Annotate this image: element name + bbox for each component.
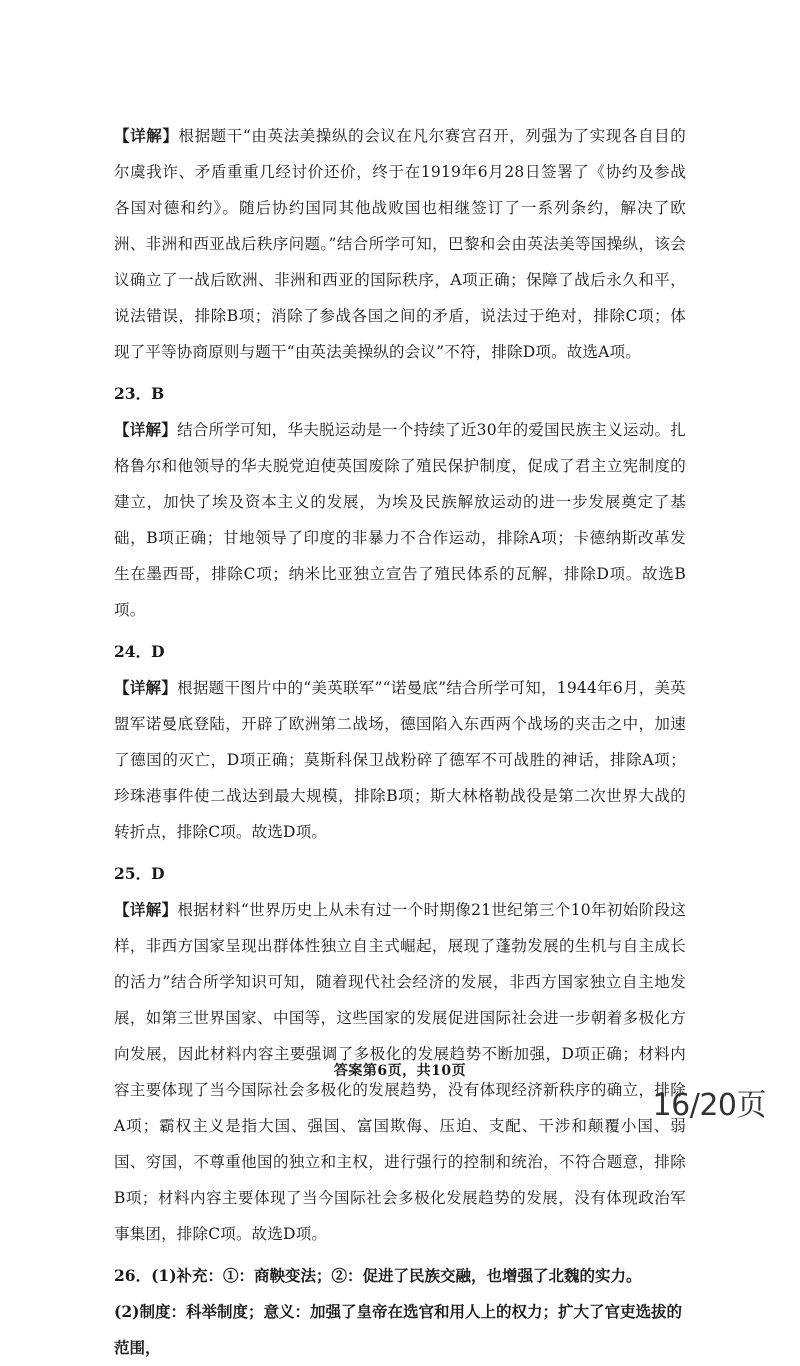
explanation-paragraph — [114, 412, 686, 628]
explanation-paragraph — [114, 670, 686, 850]
explanation-tag: 【详解】 — [114, 126, 179, 145]
explanation-tag: 【详解】 — [114, 900, 178, 919]
explanation-paragraph — [114, 118, 686, 370]
explanation-text: 根据题干“由英法美操纵的会议在凡尔赛宫召开，列强为了实现各自目的尔虞我诈、矛盾重重几经讨价还价，终于在1919年6月28日签署了《协约及参战各国对德和约》。随后协约国同其他战败国也相继签订了一系列条约，解决了欧洲、非洲和西亚战后秩序问题。”结合所学可知，巴黎和会由英法美等国操纵，该会议确立了一战后欧洲、非洲和西亚的国际秩序，A项正确；保障了战后永久和平，说法错误，排除B项；消除了参战各国之间的矛盾，说法过于绝对，排除C项；体现了平等协商原则与题干“由英法美操纵的会议”不符，排除D项。故选A项。 — [114, 127, 686, 361]
explanation-tag: 【详解】 — [114, 420, 178, 439]
answer-line: 24．D — [114, 642, 165, 661]
answer-line: 23．B — [114, 384, 165, 403]
document-body — [114, 118, 686, 1366]
explanation-text: 结合所学可知，华夫脱运动是一个持续了近30年的爱国民族主义运动。扎格鲁尔和他领导的华夫脱党迫使英国废除了殖民保护制度，促成了君主立宪制度的建立，加快了埃及资本主义的发展，为埃及民族解放运动的进一步发展奠定了基础，B项正确；甘地领导了印度的非暴力不合作运动，排除A项；卡德纳斯改革发生在墨西哥，排除C项；纳米比亚独立宣告了殖民体系的瓦解，排除D项。故选B项。 — [114, 421, 686, 619]
answer-line: 25．D — [114, 864, 165, 883]
explanation-text: 根据题干图片中的“美英联军”“诺曼底”结合所学可知，1944年6月，美英盟军诺曼底登陆，开辟了欧洲第二战场，德国陷入东西两个战场的夹击之中，加速了德国的灭亡，D项正确；莫斯科保卫战粉碎了德军不可战胜的神话，排除A项；珍珠港事件使二战达到最大规模，排除B项；斯大林格勒战役是第二次世界大战的转折点，排除C项。故选D项。 — [114, 679, 686, 841]
page-indicator: 16/20页 — [652, 1088, 766, 1123]
answer-line: (2)制度：科举制度；意义：加强了皇帝在选官和用人上的权力；扩大了官吏选拔的范围， — [114, 1302, 682, 1357]
explanation-text: 根据材料“世界历史上从未有过一个时期像21世纪第三个10年初始阶段这样，非西方国家呈现出群体性独立自主式崛起，展现了蓬勃发展的生机与自主成长的活力”结合所学知识可知，随着现代社会经济的发展，非西方国家独立自主地发展，如第三世界国家、中国等，这些国家的发展促进国际社会进一步朝着多极化方向发展，因此材料内容主要强调了多极化的发展趋势不断加强，D项正确；材料内容主要体现了当今国际社会多极化的发展趋势，没有体现经济新秩序的确立，排除A项；霸权主义是指大国、强国、富国欺侮、压迫、支配、干涉和颠覆小国、弱国、穷国，不尊重他国的独立和主权，进行强行的控制和统治，不符合题意，排除B项；材料内容主要体现了当今国际社会多极化发展趋势的发展，没有体现政治军事集团，排除C项。故选D项。 — [114, 901, 686, 1243]
page-footer: 答案第6页，共10页 — [333, 1063, 467, 1079]
explanation-tag: 【详解】 — [114, 678, 178, 697]
answer-line: 26．(1)补充：①：商鞅变法；②：促进了民族交融，也增强了北魏的实力。 — [114, 1266, 642, 1285]
